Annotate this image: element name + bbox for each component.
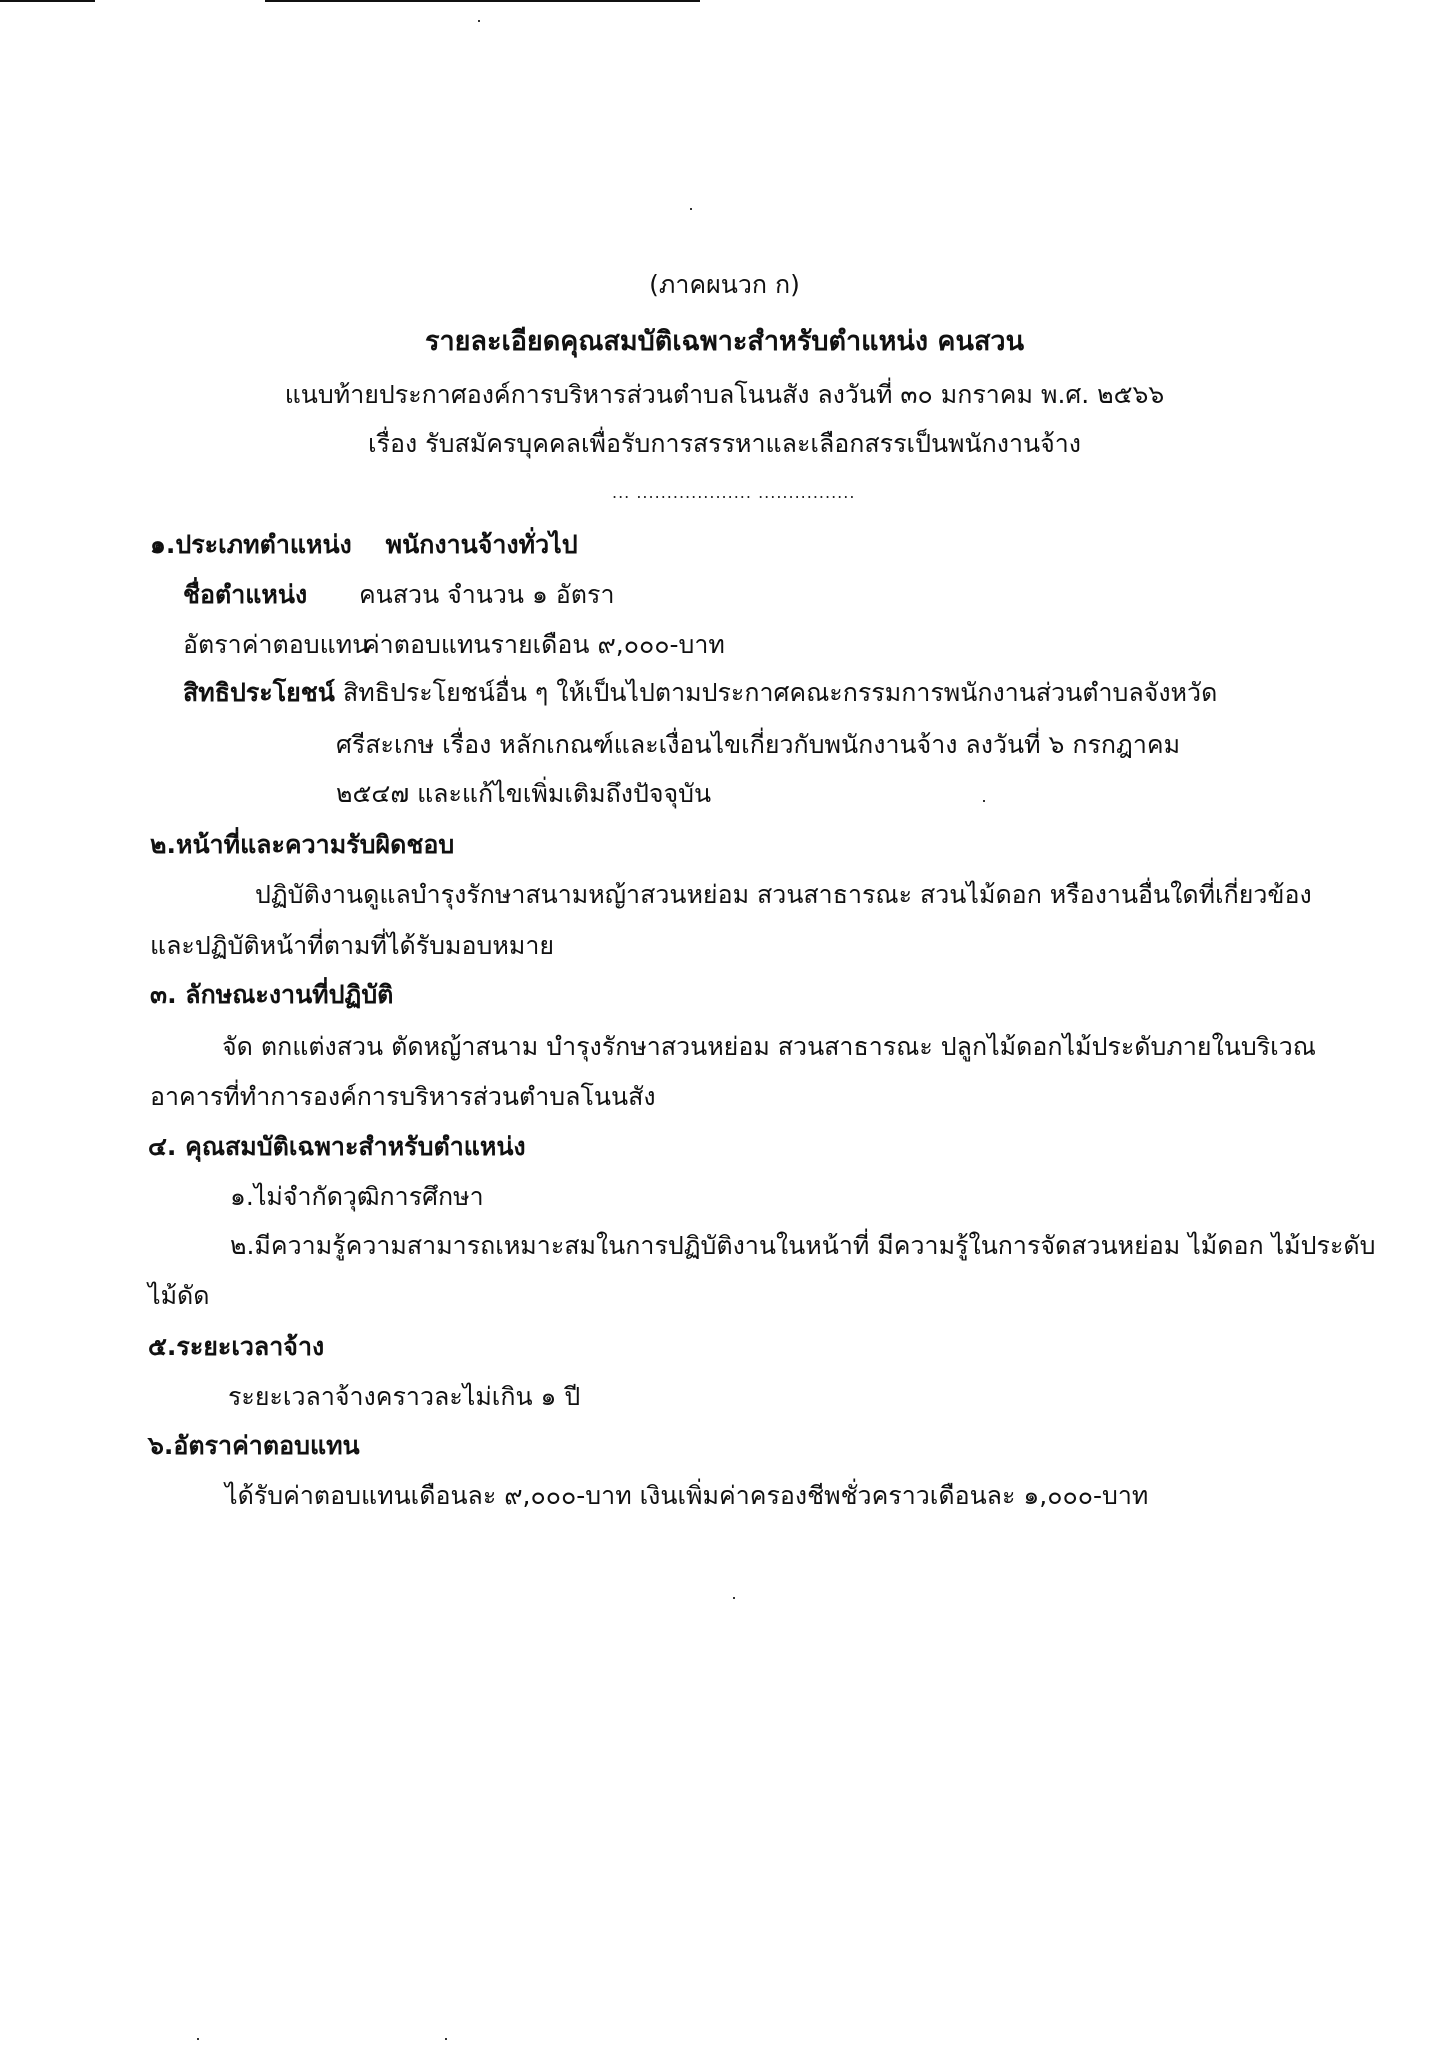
- scan-speck: [983, 800, 985, 802]
- benefit-text-line-1: สิทธิประโยชน์อื่น ๆ ให้เป็นไปตามประกาศคณะกรรมการพนักงานส่วนตำบลจังหวัด: [342, 678, 1218, 707]
- benefit-text-line-3: ๒๕๔๗ และแก้ไขเพิ่มเติมถึงปัจจุบัน: [336, 779, 712, 808]
- section-2-text-line-2: และปฏิบัติหน้าที่ตามที่ได้รับมอบหมาย: [150, 931, 555, 960]
- section-5-heading: ๕.ระยะเวลาจ้าง: [148, 1332, 325, 1361]
- section-1-heading: [150, 528, 578, 562]
- attach-line: แนบท้ายประกาศองค์การบริหารส่วนตำบลโนนสัง ลงวันที่ ๓๐ มกราคม พ.ศ. ๒๕๖๖: [284, 380, 1165, 409]
- top-scan-rule-left: [0, 0, 95, 2]
- subject-line: เรื่อง รับสมัครบุคคลเพื่อรับการสรรหาและเลือกสรรเป็นพนักงานจ้าง: [368, 429, 1081, 458]
- section-3-heading: ๓. ลักษณะงานที่ปฏิบัติ: [150, 980, 394, 1009]
- qualification-item-2-line-1: ๒.มีความรู้ความสามารถเหมาะสมในการปฏิบัติงานในหน้าที่ มีความรู้ในการจัดสวนหย่อม ไม้ดอก ไม้ประดับ: [230, 1231, 1376, 1260]
- pay-rate-label: อัตราค่าตอบแทน: [183, 630, 370, 659]
- qualification-item-2-line-2: ไม้ดัด: [148, 1281, 210, 1310]
- scan-speck: [690, 208, 692, 210]
- section-6-text-line-1: ได้รับค่าตอบแทนเดือนละ ๙,๐๐๐-บาท เงินเพิ่มค่าครองชีพชั่วคราวเดือนละ ๑,๐๐๐-บาท: [225, 1481, 1149, 1510]
- scan-speck: [478, 20, 480, 22]
- position-name-value: คนสวน จำนวน ๑ อัตรา: [358, 580, 615, 609]
- position-type-label: ๑.ประเภทตำแหน่ง: [150, 530, 352, 559]
- top-scan-rule-right: [265, 0, 700, 2]
- position-name-label: ชื่อตำแหน่ง: [183, 580, 308, 609]
- section-5-text-line-1: ระยะเวลาจ้างคราวละไม่เกิน ๑ ปี: [228, 1382, 581, 1411]
- pay-rate-row: [183, 628, 725, 662]
- annex-label: (ภาคผนวก ก): [649, 270, 800, 299]
- qualification-item-1: ๑.ไม่จำกัดวุฒิการศึกษา: [230, 1182, 484, 1211]
- pay-rate-value: ค่าตอบแทนรายเดือน ๙,๐๐๐-บาท: [362, 630, 725, 659]
- scan-speck: [197, 2038, 199, 2040]
- section-4-heading: ๔. คุณสมบัติเฉพาะสำหรับตำแหน่ง: [148, 1132, 526, 1161]
- benefit-text-line-2: ศรีสะเกษ เรื่อง หลักเกณฑ์และเงื่อนไขเกี่ยวกับพนักงานจ้าง ลงวันที่ ๖ กรกฎาคม: [336, 730, 1181, 759]
- position-name-row: [183, 578, 614, 612]
- scan-speck: [445, 2038, 447, 2040]
- section-3-text-line-2: อาคารที่ทำการองค์การบริหารส่วนตำบลโนนสัง: [150, 1082, 656, 1111]
- section-2-heading: ๒.หน้าที่และความรับผิดชอบ: [150, 830, 455, 859]
- document-title: รายละเอียดคุณสมบัติเฉพาะสำหรับตำแหน่ง คนสวน: [424, 326, 1025, 357]
- position-type-value: พนักงานจ้างทั่วไป: [385, 530, 578, 559]
- separator-dots: ... ................... ................: [612, 483, 856, 502]
- scan-speck: [733, 1597, 735, 1599]
- benefit-label: สิทธิประโยชน์: [183, 678, 335, 707]
- benefit-row: [183, 676, 1217, 710]
- section-6-heading: ๖.อัตราค่าตอบแทน: [148, 1431, 360, 1460]
- section-3-text-line-1: จัด ตกแต่งสวน ตัดหญ้าสนาม บำรุงรักษาสวนหย่อม สวนสาธารณะ ปลูกไม้ดอกไม้ประดับภายในบริเวณ: [222, 1032, 1316, 1061]
- section-2-text-line-1: ปฏิบัติงานดูแลบำรุงรักษาสนามหญ้าสวนหย่อม สวนสาธารณะ สวนไม้ดอก หรืองานอื่นใดที่เกี่ยวข้อง: [255, 880, 1312, 909]
